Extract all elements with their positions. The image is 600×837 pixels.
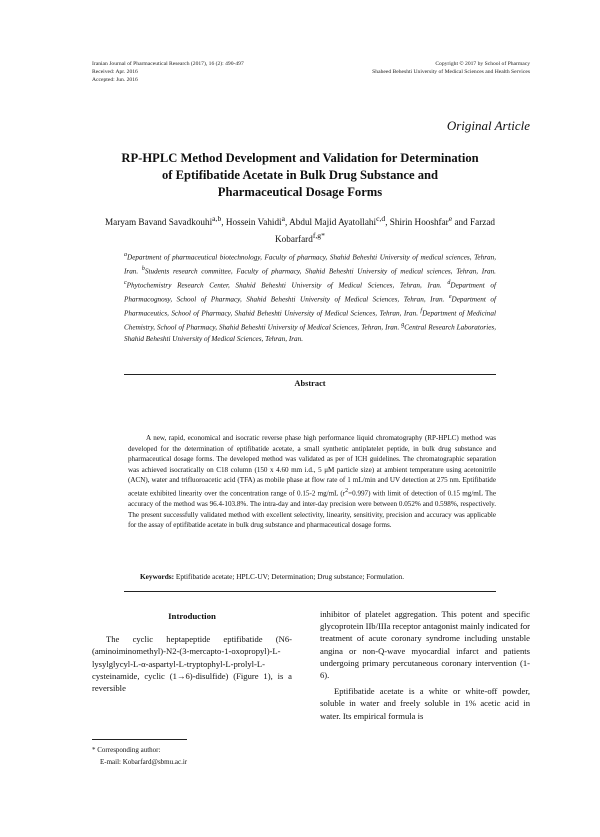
abstract-top-rule [124, 374, 496, 375]
institution-line: Shaheed Beheshti University of Medical Sciences and Health Services [372, 69, 530, 75]
keywords [140, 572, 496, 582]
introduction-paragraph-1: The cyclic heptapeptide eptifibatide (N6-(aminoiminomethyl)-N2-(3-mercapto-1-oxopropyl)-L-lysylglycyl-L-α-aspartyl-L-tryptophyl-L-prolyl-L-cysteinamide, cyclic (1→6)-disulfide) (Figure 1), is a reversible [92, 634, 292, 694]
keywords-label: Keywords: [140, 572, 175, 581]
journal-citation: Iranian Journal of Pharmaceutical Research (2017), 16 (2): 490-497 [92, 61, 244, 67]
corresponding-author-label: * Corresponding author: [92, 746, 161, 754]
abstract-heading: Abstract [294, 379, 326, 388]
accepted-date: Accepted: Jun. 2016 [92, 77, 138, 83]
keywords-bottom-rule [124, 591, 496, 592]
introduction-paragraph-1-continued: inhibitor of platelet aggregation. This potent and specific glycoprotein IIb/IIIa receptor antagonist mainly indicated for treatment of acute coronary syndrome including unstable angina or non-Q-wave myocardial infarct and patients undergoing primary percutaneous coronary intervention (1-6). [320, 609, 530, 681]
journal-header-right [372, 60, 530, 76]
footnote-rule [92, 739, 187, 740]
keywords-text: Eptifibatide acetate; HPLC-UV; Determination; Drug substance; Formulation. [175, 572, 405, 581]
paper-title: RP-HPLC Method Development and Validation for Determination of Eptifibatide Acetate in Bulk Drug Substance and Pharmaceutical Dosage Forms [121, 151, 479, 199]
copyright-line: Copyright © 2017 by School of Pharmacy [435, 61, 530, 67]
introduction-heading: Introduction [168, 611, 216, 621]
introduction-paragraph-2: Eptifibatide acetate is a white or white-off powder, soluble in water and freely soluble in 1% acetic acid in water. Its empirical formula is [320, 686, 530, 721]
journal-header-left [92, 60, 244, 84]
footnote [92, 744, 187, 768]
corresponding-email: E-mail: Kobarfard@sbmu.ac.ir [100, 758, 188, 766]
left-column [92, 608, 292, 694]
article-type: Original Article [446, 118, 530, 133]
author-list: Maryam Bavand Savadkouhi$^{a,b}$, Hossein Vahidi$^a$, Abdul Majid Ayatollahi$^{c,d}$, Shirin Hooshfar$^e$ and Farzad Kobarfard$^{f,g*}$ [104, 214, 496, 245]
affiliations: $^a$Department of pharmaceutical biotechnology, Faculty of pharmacy, Shahid Beheshti University of medical sciences, Tehran, Iran. $^b$Students research committee, Faculty of pharmacy, Shahid Beheshti University of medical sciences, Tehran, Iran. $^c$Phytochemistry Research Center, Shahid Beheshti University of Medical Sciences, Tehran, Iran. $^d$Department of Pharmacognosy, School of Pharmacy, Shahid Beheshti University of Medical Sciences, Tehran, Iran. $^e$Department of Pharmaceutics, School of Pharmacy, Shahid Beheshti University of Medical Sciences, Tehran, Iran. $^f$Department of Medicinal Chemistry, School of Pharmacy, Shahid Beheshti University of Medical Sciences, Tehran, Iran. $^g$Central Research Laboratories, Shahid Beheshti University of Medical Sciences, Tehran, Iran. [124, 252, 496, 343]
right-column [320, 608, 530, 722]
received-date: Received: Apr. 2016 [92, 69, 138, 75]
abstract-body: A new, rapid, economical and isocratic reverse phase high performance liquid chromatography (RP-HPLC) method was developed for the determination of eptifibatide acetate, a small synthetic antiplatelet peptide, in bulk drug substance and pharmaceutical dosage forms. The developed method was validated as per of ICH guidelines. The chromatographic separation was achieved isocratically on C18 column (150 x 4.60 mm i.d., 5 μM particle size) at ambient temperature using acetonitrile (ACN), water and trifluoroacetic acid (TFA) as mobile phase at flow rate of 1 mL/min and UV detection at 275 nm. Eptifibatide acetate exhibited linearity over the concentration range of 0.15-2 mg/mL $(r^2=0.997)$ with limit of detection of 0.15 mg/mL The accuracy of the method was 96.4-103.8%. The intra-day and inter-day precision were between 0.052% and 0.598%, respectively. The present successfully validated method with excellent selectivity, linearity, sensitivity, precision and accuracy was applicable for the assay of eptifibatide acetate in bulk drug substance and pharmaceutical dosage forms. [128, 434, 497, 530]
